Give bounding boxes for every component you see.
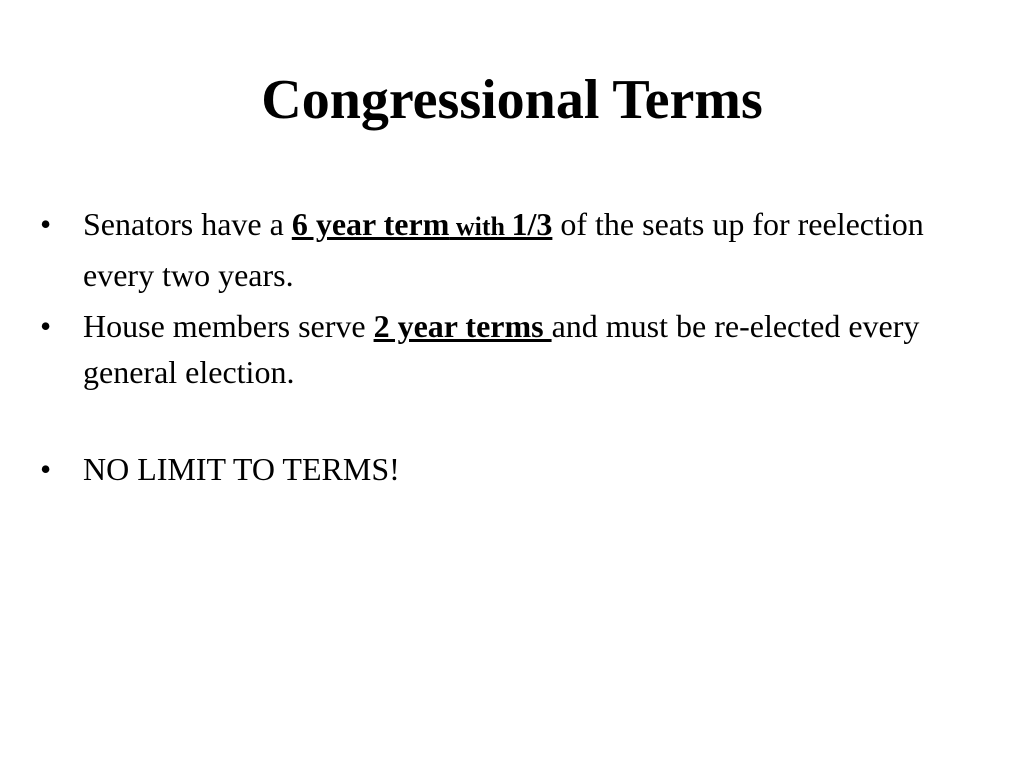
house-term-length: 2 year terms — [373, 308, 552, 344]
bullet-list — [40, 200, 980, 493]
house-text-pre: House members serve — [83, 308, 374, 344]
bullet-senators — [40, 200, 980, 299]
slide-title: Congressional Terms — [261, 69, 763, 131]
house-text-post: and must be re-elected every general election. — [83, 308, 920, 390]
bullet-dot: • — [40, 451, 52, 487]
bullet-dot: • — [40, 206, 52, 242]
senators-with: with — [449, 212, 512, 241]
senators-fraction: 1/3 — [511, 206, 553, 242]
bullet-dot: • — [40, 308, 52, 344]
senators-emphasis — [292, 206, 553, 242]
senators-text-pre: Senators have a — [83, 206, 292, 242]
senators-text-post: of the seats up for reelection every two years. — [83, 206, 924, 293]
bullet-no-limit — [40, 445, 980, 493]
bullet-house — [40, 303, 980, 395]
senators-term-length: 6 year term — [291, 206, 450, 242]
no-limit-text: NO LIMIT TO TERMS! — [83, 451, 400, 487]
